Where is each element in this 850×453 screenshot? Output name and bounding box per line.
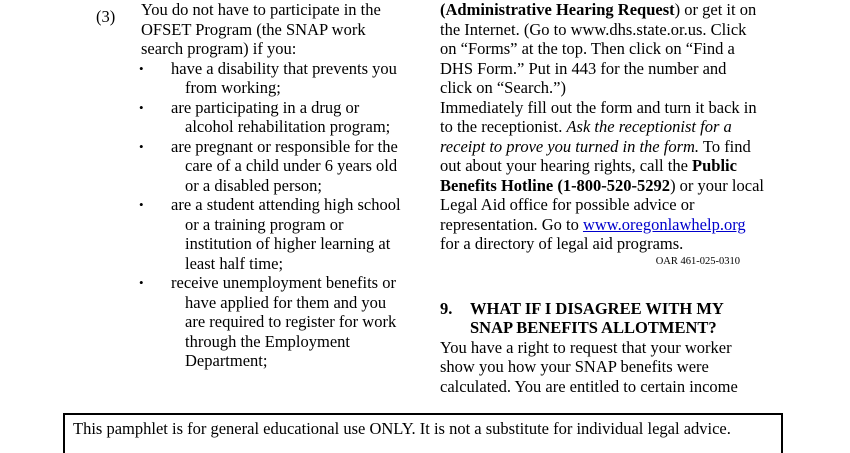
bullet-icon: • xyxy=(139,99,144,115)
bullet-line: through the Employment xyxy=(185,331,350,351)
bullet-icon: • xyxy=(139,138,144,154)
exemption-bullet-item xyxy=(141,273,416,371)
paragraph-line: on “Forms” at the top. Then click on “Find a xyxy=(440,39,735,58)
section-number: 9. xyxy=(440,298,453,318)
bullet-line: or a disabled person; xyxy=(185,175,323,195)
exemption-list xyxy=(141,59,416,371)
oregonlawhelp-link[interactable]: www.oregonlawhelp.org xyxy=(582,214,746,234)
bullet-line: least half time; xyxy=(185,253,284,273)
paragraph-line: DHS Form.” Put in 443 for the number and xyxy=(440,58,727,78)
form-instructions-paragraph: (Administrative Hearing Request) or get it on the Internet. (Go to www.dhs.state.or.us. Click on “Forms” at the top. Then click on “Find a DHS Form.” Put in 443 for the number and click on “Search.”) xyxy=(440,0,757,97)
intro-line: OFSET Program (the SNAP work xyxy=(141,19,366,39)
bullet-icon: • xyxy=(139,197,144,212)
allotment-paragraph: You have a right to request that your worker show you how your SNAP benefits were calculated. You are entitled to certain income xyxy=(440,337,738,396)
bullet-line: are pregnant or responsible for the xyxy=(171,136,398,156)
bullet-line: care of a child under 6 years old xyxy=(185,156,398,175)
bullet-line: institution of higher learning at xyxy=(185,234,391,253)
bullet-line: alcohol rehabilitation program; xyxy=(185,117,391,136)
hearing-rights-paragraph: Immediately fill out the form and turn it back in to the receptionist. Ask the receptionist for a receipt to prove you turned in the form. To find out about your hearing rights, call the Public Benefits Hotline (1-800-520-5292) or your local Legal Aid office for possible advice or representation. Go to www.oregonlawhelp.org for a directory of legal aid programs. xyxy=(440,97,764,253)
disclaimer-text: This pamphlet is for general educational use ONLY. It is not a substitute for individual legal advice. xyxy=(73,419,731,438)
bullet-line: are required to register for work xyxy=(185,312,397,331)
oar-citation: OAR 461-025-0310 xyxy=(655,255,740,267)
exemption-bullet-item xyxy=(141,195,416,273)
bullet-line: Department; xyxy=(185,351,268,370)
bullet-line: are a student attending high school xyxy=(171,195,401,214)
exemption-bullet-item xyxy=(141,98,416,137)
bullet-line: have a disability that prevents you xyxy=(171,58,397,78)
bullet-icon: • xyxy=(139,60,144,76)
bullet-icon: • xyxy=(139,275,144,290)
intro-line: You do not have to participate in the xyxy=(141,0,381,19)
form-name-bold: (Administrative Hearing Request xyxy=(440,0,675,19)
bullet-line: have applied for them and you xyxy=(185,292,387,312)
bullet-line: are participating in a drug or xyxy=(171,97,360,117)
intro-line: search program) if you: xyxy=(141,39,297,58)
bullet-line: receive unemployment benefits or xyxy=(171,273,396,292)
receptionist-note-italic: Ask the receptionist for a xyxy=(566,117,732,136)
exemption-item xyxy=(96,0,416,371)
bullet-line: from working; xyxy=(185,78,281,97)
item-number: (3) xyxy=(96,7,116,26)
paragraph-line: click on “Search.”) xyxy=(440,78,566,97)
hotline-number-bold: Benefits Hotline (1-800-520-5292 xyxy=(440,175,671,195)
section-heading: 9. WHAT IF I DISAGREE WITH MY SNAP BENEFITS ALLOTMENT? xyxy=(440,298,724,337)
exemption-bullet-item xyxy=(141,137,416,196)
disclaimer-box xyxy=(63,413,783,453)
exemption-bullet-item xyxy=(141,59,416,98)
receptionist-note-italic: receipt to prove you turned in the form. xyxy=(440,136,700,156)
right-column xyxy=(440,0,785,396)
hotline-name-bold: Public xyxy=(692,156,737,175)
item-intro xyxy=(141,0,416,59)
left-column xyxy=(96,0,416,371)
paragraph-line: the Internet. (Go to www.dhs.state.or.us. Click xyxy=(440,19,747,39)
bullet-line: or a training program or xyxy=(185,214,344,234)
